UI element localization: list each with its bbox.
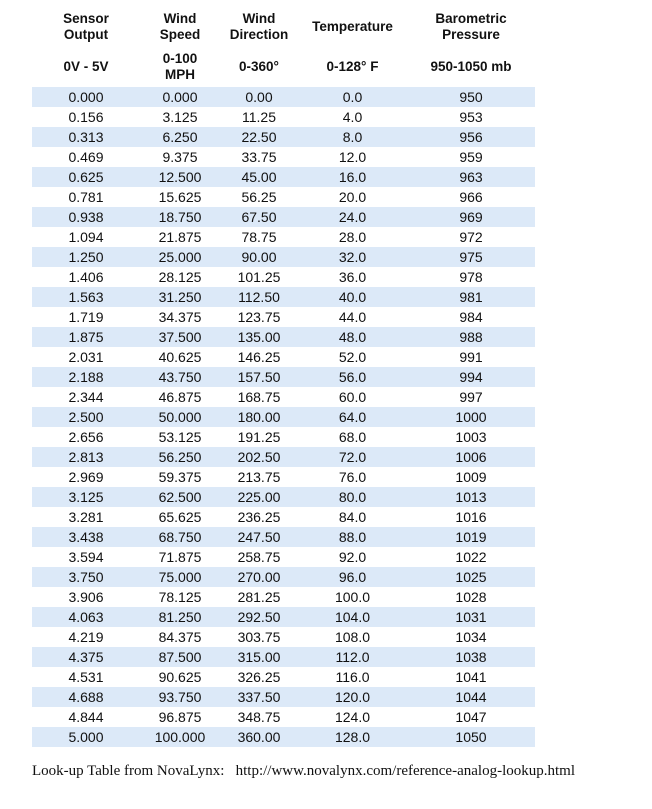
wind-direction-cell: 90.00 <box>220 247 298 267</box>
pressure-cell: 1050 <box>407 727 535 747</box>
sensor-output-cell: 4.063 <box>32 607 140 627</box>
pressure-cell: 959 <box>459 149 483 165</box>
wind-speed-cell: 59.375 <box>158 469 202 485</box>
sensor-output-cell: 2.188 <box>32 367 140 387</box>
pressure-cell: 984 <box>459 309 483 325</box>
temperature-cell: 84.0 <box>338 509 367 525</box>
table-row <box>32 487 535 507</box>
wind-speed-cell: 50.000 <box>140 407 220 427</box>
sensor-output-cell: 1.250 <box>32 247 140 267</box>
table-row <box>32 627 535 647</box>
table-row <box>32 87 535 107</box>
table-row <box>32 727 535 747</box>
sensor-output-cell: 2.969 <box>68 469 104 485</box>
temperature-cell: 52.0 <box>338 349 367 365</box>
sensor-output-cell: 3.750 <box>32 567 140 587</box>
wind-speed-cell: 90.625 <box>158 669 202 685</box>
wind-speed-cell: 34.375 <box>158 309 202 325</box>
table-row <box>32 427 535 447</box>
sensor-output-cell: 3.438 <box>32 527 140 547</box>
table-row <box>32 587 535 607</box>
pressure-cell: 953 <box>459 109 483 125</box>
pressure-cell: 1022 <box>455 549 487 565</box>
pressure-cell: 969 <box>407 207 535 227</box>
temperature-cell: 64.0 <box>298 407 407 427</box>
wind-speed-cell: 28.125 <box>158 269 202 285</box>
temperature-cell: 12.0 <box>338 149 367 165</box>
source-note <box>32 763 575 780</box>
table-row <box>32 507 535 527</box>
pressure-cell: 994 <box>407 367 535 387</box>
sensor-output-cell: 0.469 <box>68 149 104 165</box>
pressure-cell: 1016 <box>455 509 487 525</box>
temperature-cell: 56.0 <box>298 367 407 387</box>
pressure-cell: 966 <box>459 189 483 205</box>
pressure-cell: 1006 <box>407 447 535 467</box>
table-row <box>32 287 535 307</box>
table-row <box>32 107 535 127</box>
wind-direction-cell: 337.50 <box>220 687 298 707</box>
wind-direction-cell: 258.75 <box>237 549 281 565</box>
temperature-cell: 36.0 <box>338 269 367 285</box>
sensor-output-cell: 0.781 <box>68 189 104 205</box>
wind-speed-cell: 62.500 <box>140 487 220 507</box>
temperature-cell: 48.0 <box>298 327 407 347</box>
wind-speed-cell: 15.625 <box>158 189 202 205</box>
pressure-cell: 991 <box>459 349 483 365</box>
pressure-cell: 1009 <box>455 469 487 485</box>
wind-direction-cell: 135.00 <box>220 327 298 347</box>
unit-barometric-pressure: 950-1050 mb <box>430 58 512 74</box>
temperature-cell: 0.0 <box>298 87 407 107</box>
wind-direction-cell: 67.50 <box>220 207 298 227</box>
pressure-cell: 1041 <box>455 669 487 685</box>
wind-direction-cell: 360.00 <box>220 727 298 747</box>
table-row <box>32 167 535 187</box>
table-row <box>32 227 535 247</box>
sensor-output-cell: 0.313 <box>32 127 140 147</box>
wind-speed-cell: 56.250 <box>140 447 220 467</box>
wind-speed-cell: 12.500 <box>140 167 220 187</box>
sensor-output-cell: 2.656 <box>68 429 104 445</box>
wind-speed-cell: 81.250 <box>140 607 220 627</box>
pressure-cell: 978 <box>459 269 483 285</box>
pressure-cell: 1044 <box>407 687 535 707</box>
wind-speed-cell: 100.000 <box>140 727 220 747</box>
lookup-table <box>32 8 535 747</box>
wind-direction-cell: 123.75 <box>237 309 281 325</box>
table-row <box>32 147 535 167</box>
source-url-link[interactable]: http://www.novalynx.com/reference-analog-lookup.html <box>235 763 575 779</box>
table-body <box>32 87 535 747</box>
wind-direction-cell: 157.50 <box>220 367 298 387</box>
pressure-cell: 950 <box>407 87 535 107</box>
column-headers <box>32 8 535 46</box>
temperature-cell: 88.0 <box>298 527 407 547</box>
wind-speed-cell: 65.625 <box>158 509 202 525</box>
temperature-cell: 8.0 <box>298 127 407 147</box>
temperature-cell: 72.0 <box>298 447 407 467</box>
wind-direction-cell: 303.75 <box>237 629 281 645</box>
wind-direction-cell: 112.50 <box>220 287 298 307</box>
temperature-cell: 28.0 <box>338 229 367 245</box>
pressure-cell: 1031 <box>407 607 535 627</box>
table-row <box>32 207 535 227</box>
sensor-output-cell: 2.344 <box>68 389 104 405</box>
pressure-cell: 997 <box>459 389 483 405</box>
wind-speed-cell: 6.250 <box>140 127 220 147</box>
sensor-output-cell: 1.719 <box>68 309 104 325</box>
table-row <box>32 367 535 387</box>
wind-direction-cell: 202.50 <box>220 447 298 467</box>
pressure-cell: 1047 <box>455 709 487 725</box>
temperature-cell: 96.0 <box>298 567 407 587</box>
sensor-output-cell: 2.031 <box>68 349 104 365</box>
wind-speed-cell: 40.625 <box>158 349 202 365</box>
wind-speed-cell: 9.375 <box>162 149 198 165</box>
pressure-cell: 975 <box>407 247 535 267</box>
temperature-cell: 16.0 <box>298 167 407 187</box>
wind-direction-cell: 191.25 <box>237 429 281 445</box>
sensor-output-cell: 1.406 <box>68 269 104 285</box>
sensor-output-cell: 4.375 <box>32 647 140 667</box>
sensor-output-cell: 3.906 <box>68 589 104 605</box>
pressure-cell: 1003 <box>455 429 487 445</box>
sensor-output-cell: 2.813 <box>32 447 140 467</box>
wind-speed-cell: 21.875 <box>158 229 202 245</box>
temperature-cell: 60.0 <box>338 389 367 405</box>
temperature-cell: 100.0 <box>334 589 371 605</box>
pressure-cell: 1019 <box>407 527 535 547</box>
wind-direction-cell: 292.50 <box>220 607 298 627</box>
table-row <box>32 347 535 367</box>
wind-direction-cell: 270.00 <box>220 567 298 587</box>
wind-direction-cell: 146.25 <box>237 349 281 365</box>
sensor-output-cell: 0.156 <box>68 109 104 125</box>
table-row <box>32 307 535 327</box>
temperature-cell: 104.0 <box>298 607 407 627</box>
header-temperature: Temperature <box>312 19 393 34</box>
temperature-cell: 76.0 <box>338 469 367 485</box>
wind-direction-cell: 101.25 <box>237 269 281 285</box>
wind-direction-cell: 247.50 <box>220 527 298 547</box>
source-note-prefix: Look-up Table from NovaLynx: <box>32 763 225 779</box>
pressure-cell: 1028 <box>455 589 487 605</box>
unit-headers <box>32 46 535 87</box>
wind-direction-cell: 348.75 <box>237 709 281 725</box>
wind-speed-cell: 3.125 <box>162 109 198 125</box>
table-row <box>32 127 535 147</box>
pressure-cell: 1038 <box>407 647 535 667</box>
sensor-output-cell: 3.125 <box>32 487 140 507</box>
temperature-cell: 20.0 <box>338 189 367 205</box>
wind-direction-cell: 0.00 <box>220 87 298 107</box>
wind-direction-cell: 236.25 <box>237 509 281 525</box>
wind-direction-cell: 11.25 <box>242 109 276 125</box>
temperature-cell: 124.0 <box>334 709 371 725</box>
unit-wind-speed: 0-100 MPH <box>162 50 198 82</box>
sensor-output-cell: 1.094 <box>68 229 104 245</box>
temperature-cell: 44.0 <box>338 309 367 325</box>
wind-speed-cell: 18.750 <box>140 207 220 227</box>
table-row <box>32 567 535 587</box>
sensor-output-cell: 4.531 <box>68 669 104 685</box>
table-row <box>32 687 535 707</box>
pressure-cell: 988 <box>407 327 535 347</box>
table-row <box>32 647 535 667</box>
wind-direction-cell: 225.00 <box>220 487 298 507</box>
temperature-cell: 32.0 <box>298 247 407 267</box>
header-barometric-pressure: Barometric Pressure <box>435 11 507 42</box>
table-row <box>32 387 535 407</box>
wind-speed-cell: 31.250 <box>140 287 220 307</box>
pressure-cell: 1013 <box>407 487 535 507</box>
wind-direction-cell: 56.25 <box>241 189 277 205</box>
wind-direction-cell: 33.75 <box>241 149 277 165</box>
wind-direction-cell: 168.75 <box>237 389 281 405</box>
header-wind-direction: Wind Direction <box>229 11 289 42</box>
table-row <box>32 607 535 627</box>
sensor-output-cell: 5.000 <box>32 727 140 747</box>
wind-speed-cell: 78.125 <box>158 589 202 605</box>
pressure-cell: 956 <box>407 127 535 147</box>
table-row <box>32 447 535 467</box>
temperature-cell: 40.0 <box>298 287 407 307</box>
table-row <box>32 327 535 347</box>
wind-speed-cell: 96.875 <box>158 709 202 725</box>
wind-speed-cell: 25.000 <box>140 247 220 267</box>
wind-speed-cell: 87.500 <box>140 647 220 667</box>
sensor-output-cell: 0.625 <box>32 167 140 187</box>
sensor-output-cell: 2.500 <box>32 407 140 427</box>
wind-speed-cell: 75.000 <box>140 567 220 587</box>
pressure-cell: 963 <box>407 167 535 187</box>
temperature-cell: 120.0 <box>298 687 407 707</box>
wind-speed-cell: 84.375 <box>158 629 202 645</box>
wind-direction-cell: 281.25 <box>237 589 281 605</box>
sensor-output-cell: 1.875 <box>32 327 140 347</box>
sensor-output-cell: 4.688 <box>32 687 140 707</box>
pressure-cell: 1034 <box>455 629 487 645</box>
wind-direction-cell: 45.00 <box>220 167 298 187</box>
wind-direction-cell: 180.00 <box>220 407 298 427</box>
header-wind-speed: Wind Speed <box>159 11 201 42</box>
table-row <box>32 707 535 727</box>
temperature-cell: 68.0 <box>338 429 367 445</box>
table-row <box>32 547 535 567</box>
pressure-cell: 1025 <box>407 567 535 587</box>
table-row <box>32 407 535 427</box>
table-row <box>32 527 535 547</box>
temperature-cell: 108.0 <box>334 629 371 645</box>
sensor-output-cell: 3.281 <box>68 509 104 525</box>
wind-direction-cell: 213.75 <box>237 469 281 485</box>
temperature-cell: 116.0 <box>335 669 370 685</box>
wind-speed-cell: 0.000 <box>140 87 220 107</box>
unit-temperature: 0-128° F <box>326 58 379 74</box>
pressure-cell: 972 <box>459 229 483 245</box>
table-row <box>32 187 535 207</box>
header-sensor-output: Sensor Output <box>63 11 109 42</box>
wind-direction-cell: 22.50 <box>220 127 298 147</box>
table-row <box>32 247 535 267</box>
pressure-cell: 1000 <box>407 407 535 427</box>
sensor-output-cell: 1.563 <box>32 287 140 307</box>
sensor-output-cell: 4.844 <box>68 709 104 725</box>
wind-speed-cell: 46.875 <box>158 389 202 405</box>
temperature-cell: 4.0 <box>342 109 363 125</box>
pressure-cell: 981 <box>407 287 535 307</box>
unit-sensor-output: 0V - 5V <box>63 58 109 74</box>
sensor-output-cell: 4.219 <box>68 629 104 645</box>
wind-direction-cell: 78.75 <box>241 229 277 245</box>
table-row <box>32 267 535 287</box>
wind-speed-cell: 53.125 <box>158 429 202 445</box>
wind-speed-cell: 43.750 <box>140 367 220 387</box>
wind-speed-cell: 68.750 <box>140 527 220 547</box>
temperature-cell: 92.0 <box>338 549 367 565</box>
temperature-cell: 112.0 <box>298 647 407 667</box>
temperature-cell: 128.0 <box>298 727 407 747</box>
wind-speed-cell: 37.500 <box>140 327 220 347</box>
wind-direction-cell: 315.00 <box>220 647 298 667</box>
unit-wind-direction: 0-360° <box>239 58 279 74</box>
temperature-cell: 24.0 <box>298 207 407 227</box>
table-header <box>32 8 535 87</box>
wind-speed-cell: 71.875 <box>158 549 202 565</box>
sensor-output-cell: 3.594 <box>68 549 104 565</box>
wind-direction-cell: 326.25 <box>237 669 281 685</box>
sensor-output-cell: 0.000 <box>32 87 140 107</box>
table-row <box>32 467 535 487</box>
sensor-output-cell: 0.938 <box>32 207 140 227</box>
temperature-cell: 80.0 <box>298 487 407 507</box>
wind-speed-cell: 93.750 <box>140 687 220 707</box>
table-row <box>32 667 535 687</box>
